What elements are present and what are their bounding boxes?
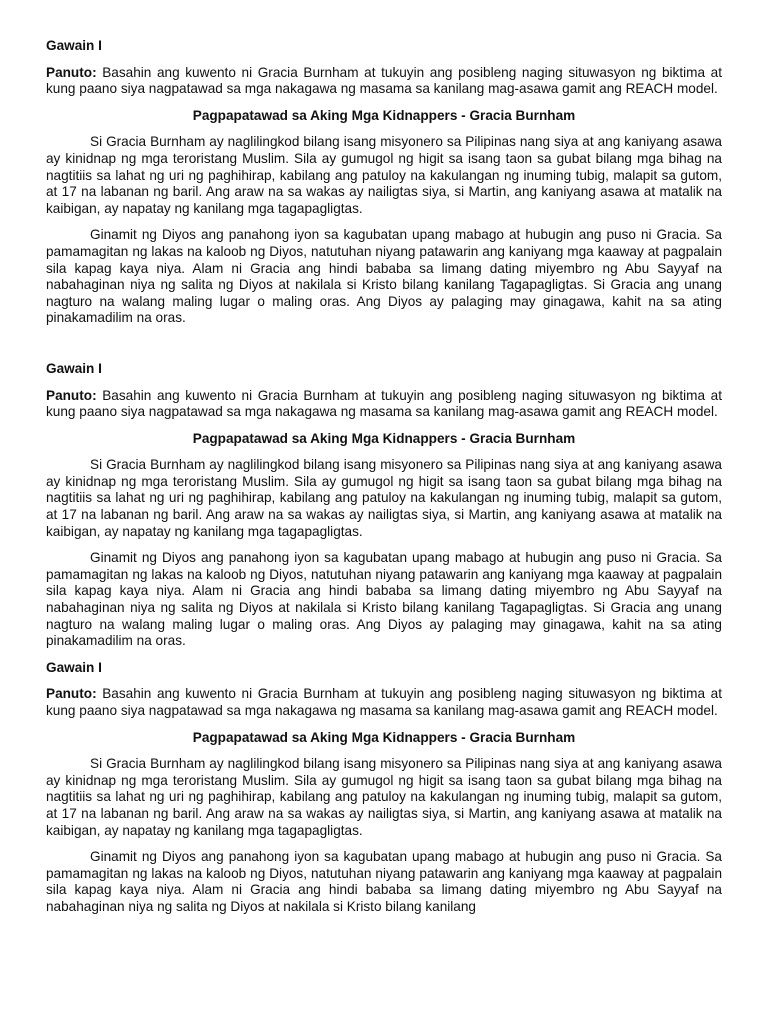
story-paragraph-2: Ginamit ng Diyos ang panahong iyon sa kagubatan upang mabago at hubugin ang puso ni Gracia. Sa pamamagitan ng lakas na kaloob ng Diyos, natutuhan niyang patawarin ang kaniyang mga kaaway at pagpalain sila kapag kaya niya. Alam ni Gracia ang hindi bababa sa limang dating miyembro ng Abu Sayyaf na nabahaginan niya ng salita ng Diyos at nakilala si Kristo bilang kanilang Tagapagligtas. Si Gracia ang unang nagturo na walang maling lugar o maling oras. Ang Diyos ay palaging may ginagawa, kahit na sa ating pinakamadilim na oras. xyxy=(46,550,722,649)
story-title: Pagpapatawad sa Aking Mga Kidnappers - Gracia Burnham xyxy=(192,430,576,446)
section-heading: Gawain I xyxy=(46,360,102,376)
story-title: Pagpapatawad sa Aking Mga Kidnappers - Gracia Burnham xyxy=(192,107,576,123)
document-page xyxy=(46,0,722,926)
instruction xyxy=(46,388,722,421)
section-heading: Gawain I xyxy=(46,659,102,675)
instruction-text: Basahin ang kuwento ni Gracia Burnham at tukuyin ang posibleng naging situwasyon ng biktima at kung paano siya nagpatawad sa mga nakagawa ng masama sa kanilang mag-asawa gamit ang REACH model. xyxy=(46,686,722,718)
instruction xyxy=(46,65,722,98)
story-paragraph-2: Ginamit ng Diyos ang panahong iyon sa kagubatan upang mabago at hubugin ang puso ni Gracia. Sa pamamagitan ng lakas na kaloob ng Diyos, natutuhan niyang patawarin ang kaniyang mga kaaway at pagpalain sila kapag kaya niya. Alam ni Gracia ang hindi bababa sa limang dating miyembro ng Abu Sayyaf na nabahaginan niya ng salita ng Diyos at nakilala si Kristo bilang kanilang Tagapagligtas. Si Gracia ang unang nagturo na walang maling lugar o maling oras. Ang Diyos ay palaging may ginagawa, kahit na sa ating pinakamadilim na oras. xyxy=(46,227,722,326)
instruction-label: Panuto: xyxy=(46,64,97,80)
section-3 xyxy=(46,660,722,916)
instruction-label: Panuto: xyxy=(46,686,97,702)
instruction-text: Basahin ang kuwento ni Gracia Burnham at tukuyin ang posibleng naging situwasyon ng biktima at kung paano siya nagpatawad sa mga nakagawa ng masama sa kanilang mag-asawa gamit ang REACH model. xyxy=(46,387,722,420)
story-paragraph-1: Si Gracia Burnham ay naglilingkod bilang isang misyonero sa Pilipinas nang siya at ang kaniyang asawa ay kinidnap ng mga teroristang Muslim. Sila ay gumugol ng higit sa isang taon sa gubat bilang mga bihag na nagtitiis sa lahat ng uri ng paghihirap, kabilang ang patuloy na kakulangan ng inuming tubig, malapit sa gutom, at 17 na labanan ng baril. Ang araw na sa wakas ay nailigtas siya, si Martin, ang kaniyang asawa at matalik na kaibigan, ay napatay ng kanilang mga tagapagligtas. xyxy=(46,457,722,539)
section-heading: Gawain I xyxy=(46,38,102,53)
instruction-label: Panuto: xyxy=(46,387,97,403)
section-2 xyxy=(46,337,722,650)
story-paragraph-1: Si Gracia Burnham ay naglilingkod bilang isang misyonero sa Pilipinas nang siya at ang kaniyang asawa ay kinidnap ng mga teroristang Muslim. Sila ay gumugol ng higit sa isang taon sa gubat bilang mga bihag na nagtitiis sa lahat ng uri ng paghihirap, kabilang ang patuloy na kakulangan ng inuming tubig, malapit sa gutom, at 17 na labanan ng baril. Ang araw na sa wakas ay nailigtas siya, si Martin, ang kaniyang asawa at matalik na kaibigan, ay napatay ng kanilang mga tagapagligtas. xyxy=(46,756,722,838)
section-1 xyxy=(46,0,722,327)
story-title: Pagpapatawad sa Aking Mga Kidnappers - Gracia Burnham xyxy=(192,729,576,745)
instruction-text: Basahin ang kuwento ni Gracia Burnham at tukuyin ang posibleng naging situwasyon ng biktima at kung paano siya nagpatawad sa mga nakagawa ng masama sa kanilang mag-asawa gamit ang REACH model. xyxy=(46,64,722,97)
story-paragraph-2: Ginamit ng Diyos ang panahong iyon sa kagubatan upang mabago at hubugin ang puso ni Gracia. Sa pamamagitan ng lakas na kaloob ng Diyos, natutuhan niyang patawarin ang kaniyang mga kaaway at pagpalain sila kapag kaya niya. Alam ni Gracia ang hindi bababa sa limang dating miyembro ng Abu Sayyaf na nabahaginan niya ng salita ng Diyos at nakilala si Kristo bilang kanilang xyxy=(46,849,722,914)
instruction xyxy=(46,686,722,719)
story-paragraph-1: Si Gracia Burnham ay naglilingkod bilang isang misyonero sa Pilipinas nang siya at ang kaniyang asawa ay kinidnap ng mga teroristang Muslim. Sila ay gumugol ng higit sa isang taon sa gubat bilang mga bihag na nagtitiis sa lahat ng uri ng paghihirap, kabilang ang patuloy na kakulangan ng inuming tubig, malapit sa gutom, at 17 na labanan ng baril. Ang araw na sa wakas ay nailigtas siya, si Martin, ang kaniyang asawa at matalik na kaibigan, ay napatay ng kanilang mga tagapagligtas. xyxy=(46,134,722,216)
